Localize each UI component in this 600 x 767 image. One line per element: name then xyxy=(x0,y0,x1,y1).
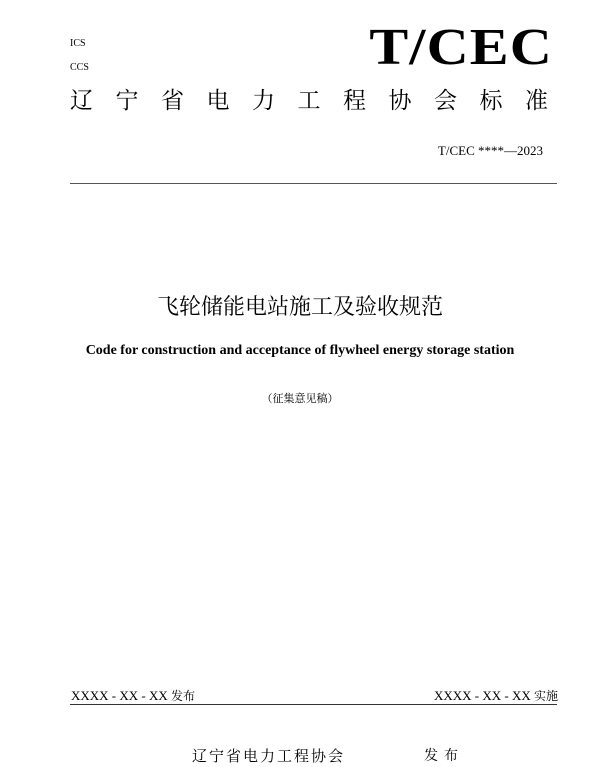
header-divider xyxy=(70,183,557,184)
heading-char: 力 xyxy=(252,88,275,114)
heading-char: 宁 xyxy=(115,88,139,114)
document-title-chinese: 飞轮储能电站施工及验收规范 xyxy=(156,295,443,320)
tcec-logo: T/CEC xyxy=(369,19,553,76)
draft-status-label: （征集意见稿） xyxy=(261,392,339,405)
document-title-english: Code for construction and acceptance of flywheel energy storage station xyxy=(85,343,515,358)
heading-char: 电 xyxy=(206,88,230,114)
heading-char: 辽 xyxy=(70,88,93,114)
implement-date-suffix: 实施 xyxy=(533,689,558,703)
issue-date-suffix: 发布 xyxy=(171,689,196,703)
heading-char: 省 xyxy=(161,88,184,114)
standard-number: T/CEC ****—2023 xyxy=(437,143,543,158)
publish-label: 发布 xyxy=(424,748,464,764)
heading-char: 程 xyxy=(343,88,366,114)
heading-char: 会 xyxy=(434,88,457,114)
issue-date-value: XXXX - XX - XX xyxy=(71,688,168,703)
heading-char: 标 xyxy=(479,88,503,114)
publisher-name: 辽宁省电力工程协会 xyxy=(192,747,346,765)
implement-date-value: XXXX - XX - XX xyxy=(433,688,531,703)
footer-divider xyxy=(70,704,557,705)
association-standard-heading xyxy=(70,86,548,116)
implement-date xyxy=(434,688,558,704)
issue-date xyxy=(71,688,195,704)
heading-char: 工 xyxy=(297,88,321,114)
heading-char: 准 xyxy=(525,88,548,114)
heading-char: 协 xyxy=(388,88,412,114)
ccs-label: CCS xyxy=(70,62,89,73)
ics-label: ICS xyxy=(70,38,86,49)
